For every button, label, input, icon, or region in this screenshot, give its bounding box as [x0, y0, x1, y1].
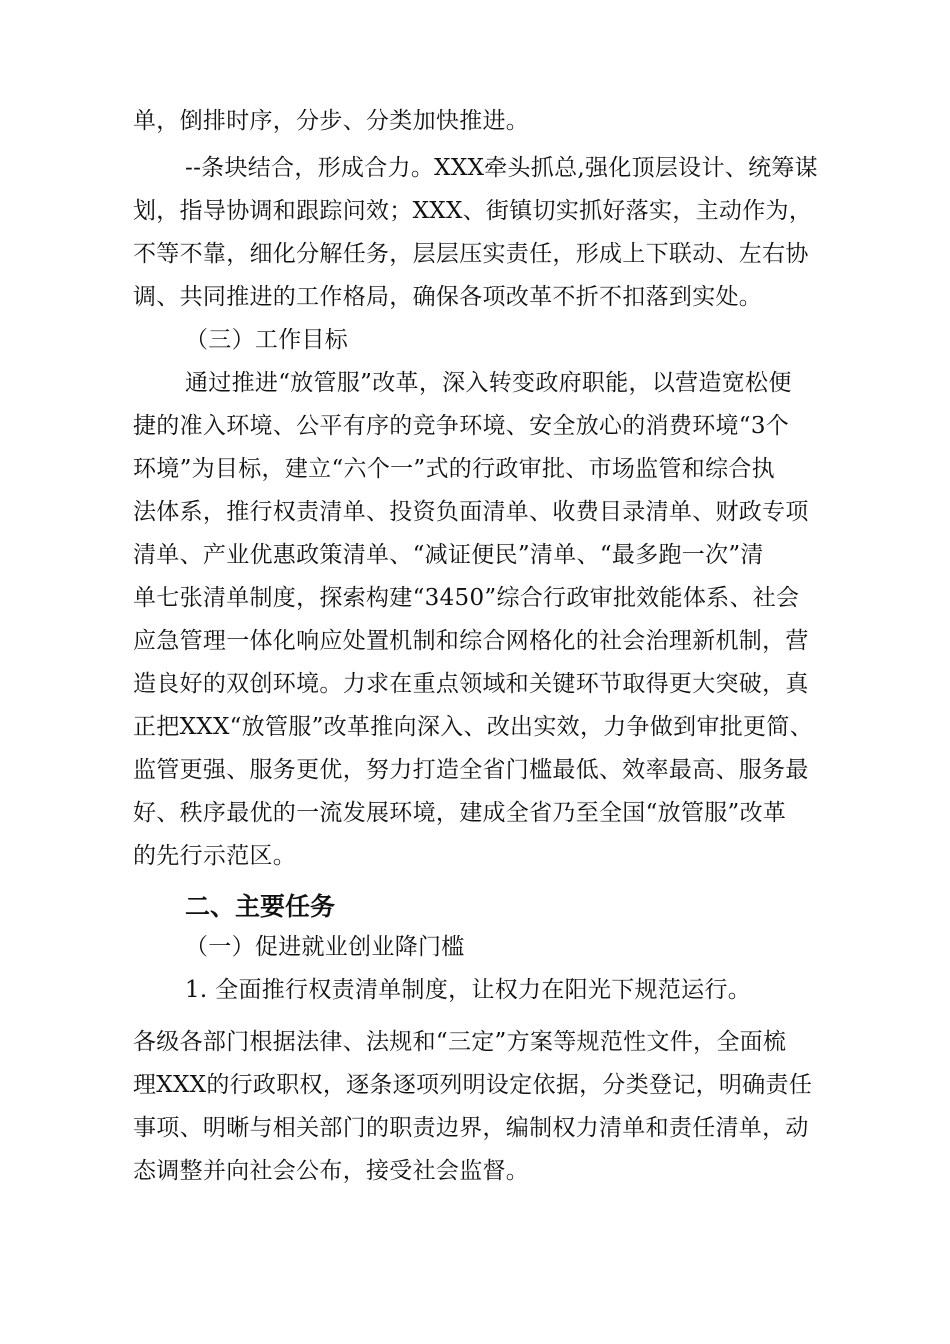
paragraph-line: 事项、明晰与相关部门的职责边界，编制权力清单和责任清单，动 — [133, 1115, 809, 1141]
paragraph-line: 各级各部门根据法律、法规和“三定”方案等规范性文件，全面梳 — [133, 1029, 787, 1055]
paragraph-line: 造良好的双创环境。力求在重点领域和关键环节取得更大突破，真 — [133, 671, 809, 697]
paragraph-line: 通过推进“放管服”改革，深入转变政府职能，以营造宽松便 — [185, 370, 792, 396]
paragraph-line: 监管更强、服务更优，努力打造全省门槛最低、效率最高、服务最 — [133, 757, 809, 783]
paragraph-line: 环境”为目标，建立“六个一”式的行政审批、市场监管和综合执 — [133, 456, 775, 482]
paragraph-line: 的先行示范区。 — [133, 843, 297, 869]
paragraph-line: 单七张清单制度，探索构建“3450”综合行政审批效能体系、社会 — [133, 585, 800, 611]
paragraph-line: 理XXX的行政职权，逐条逐项列明设定依据，分类登记，明确责任 — [133, 1072, 813, 1098]
paragraph-line: 捷的准入环境、公平有序的竞争环境、安全放心的消费环境“3个 — [133, 413, 790, 439]
section-subheading: （三）工作目标 — [185, 327, 349, 353]
paragraph-line: 法体系，推行权责清单、投资负面清单、收费目录清单、财政专项 — [133, 499, 809, 525]
paragraph-line: 好、秩序最优的一流发展环境，建成全省乃至全国“放管服”改革 — [133, 800, 787, 826]
paragraph-line: 划，指导协调和跟踪问效；XXX、街镇切实抓好落实，主动作为， — [133, 198, 813, 224]
paragraph-line: 调、共同推进的工作格局，确保各项改革不折不扣落到实处。 — [133, 284, 763, 310]
paragraph-line: 正把XXX“放管服”改革推向深入、改出实效，力争做到审批更简、 — [133, 714, 813, 740]
section-subheading: （一）促进就业创业降门槛 — [185, 934, 465, 960]
paragraph-line: 应急管理一体化响应处置机制和综合网格化的社会治理新机制，营 — [133, 628, 809, 654]
paragraph-line: 单，倒排时序，分步、分类加快推进。 — [133, 108, 530, 134]
section-heading: 二、主要任务 — [185, 892, 336, 921]
paragraph-line: 清单、产业优惠政策清单、“减证便民”清单、“最多跑一次”清 — [133, 542, 764, 568]
paragraph-line: 态调整并向社会公布，接受社会监督。 — [133, 1158, 530, 1184]
paragraph-line: --条块结合，形成合力。XXX牵头抓总,强化顶层设计、统筹谋 — [185, 155, 818, 181]
paragraph-line: 不等不靠，细化分解任务，层层压实责任，形成上下联动、左右协 — [133, 241, 809, 267]
numbered-item: 1. 全面推行权责清单制度，让权力在阳光下规范运行。 — [185, 977, 752, 1003]
